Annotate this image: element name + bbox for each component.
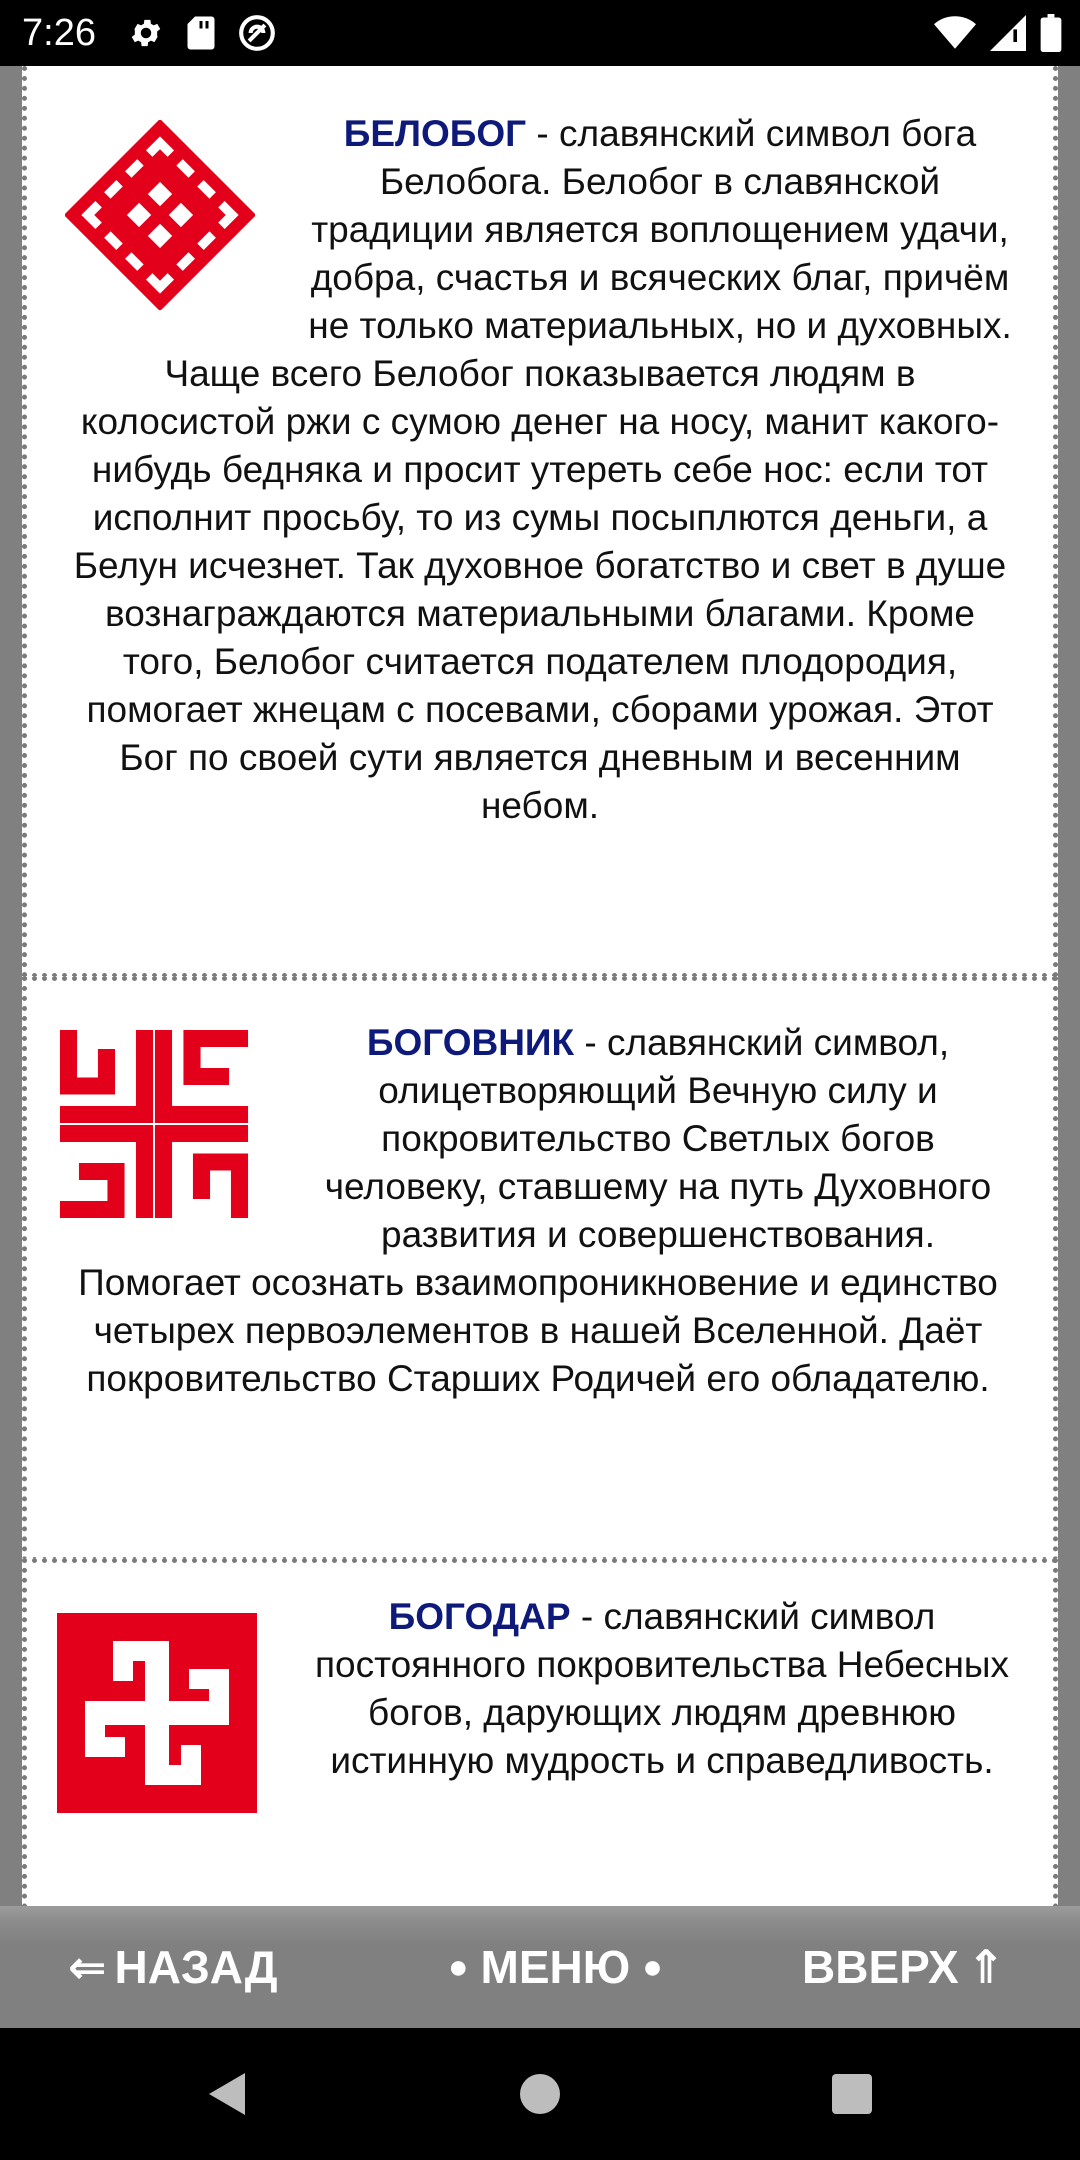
at-sign-icon	[238, 14, 276, 52]
system-back-button[interactable]	[160, 2028, 292, 2160]
system-nav-bar	[0, 2028, 1080, 2160]
menu-label: МЕНЮ	[480, 1941, 631, 1993]
belobog-text: - славянский символ бога Белобога. Белобог в славянской традиции является воплощением удачи, добра, счастья и всяческих благ, причём не только материальных, но и духовных. Чаще всего Белобог показывается людям в колосистой ржи с сумою денег на носу, манит какого-нибудь бедняка и просит утереть себе нос: если тот исполнит просьбу, то из сумы посыплются деньги, а Белун исчезнет. Так духовное богатство и свет в душе вознаграждаются материальными благами. Кроме того, Белобог считается подателем плодородия, помогает жнецам с посевами, сборами урожая. Этот Бог по своей сути является дневным и весенним небом.	[73, 113, 1012, 826]
bogodar-symbol-image	[57, 1613, 257, 1813]
system-home-button[interactable]	[474, 2028, 606, 2160]
wifi-icon	[934, 15, 976, 51]
system-recents-button[interactable]	[786, 2028, 918, 2160]
symbol-card-belobog	[22, 66, 1058, 978]
bogovnik-symbol-image	[59, 1029, 249, 1219]
status-icons-right	[934, 10, 1062, 56]
term-belobog: БЕЛОБОГ	[343, 113, 527, 154]
up-label: ВВЕРХ	[802, 1941, 959, 1993]
belobog-symbol-image	[65, 120, 255, 310]
bogovnik-text: - славянский символ, олицетворяющий Вечную силу и покровительство Светлых богов человеку, ставшему на путь Духовного развития и совершенствования. Помогает осознать взаимопроникновение и единство четырех первоэлементов в нашей Вселенной. Даёт покровительство Старших Родичей его обладателю.	[78, 1022, 998, 1399]
back-arrow-icon: ⇐	[68, 1941, 107, 1993]
circle-home-icon	[518, 2072, 562, 2116]
bogodar-text: - славянский символ постоянного покровительства Небесных богов, дарующих людям древнюю истинную мудрость и справедливость.	[314, 1596, 1010, 1781]
bottom-nav-bar	[0, 1906, 1080, 2028]
status-icons-left	[128, 12, 276, 54]
content-scroll-area[interactable]	[0, 66, 1080, 1906]
menu-dot-left-icon: ●	[448, 1947, 469, 1986]
up-arrow-icon: ⇑	[966, 1941, 1006, 1993]
menu-dot-right-icon: ●	[642, 1947, 663, 1986]
symbol-card-bogovnik	[22, 976, 1058, 1562]
up-button[interactable]	[802, 1906, 1005, 2028]
back-label: НАЗАД	[114, 1941, 278, 1993]
square-recents-icon	[831, 2073, 873, 2115]
status-bar	[0, 0, 1080, 66]
signal-icon	[990, 15, 1026, 51]
symbol-card-bogodar	[22, 1558, 1058, 1906]
menu-button[interactable]	[436, 1906, 675, 2028]
gear-icon	[128, 15, 164, 51]
back-button[interactable]	[68, 1906, 278, 2028]
term-bogovnik: БОГОВНИК	[366, 1022, 575, 1063]
battery-icon	[1040, 14, 1062, 52]
term-bogodar: БОГОДАР	[388, 1596, 571, 1637]
triangle-back-icon	[203, 2069, 249, 2119]
sd-card-icon	[186, 15, 216, 51]
status-time: 7:26	[22, 12, 96, 54]
